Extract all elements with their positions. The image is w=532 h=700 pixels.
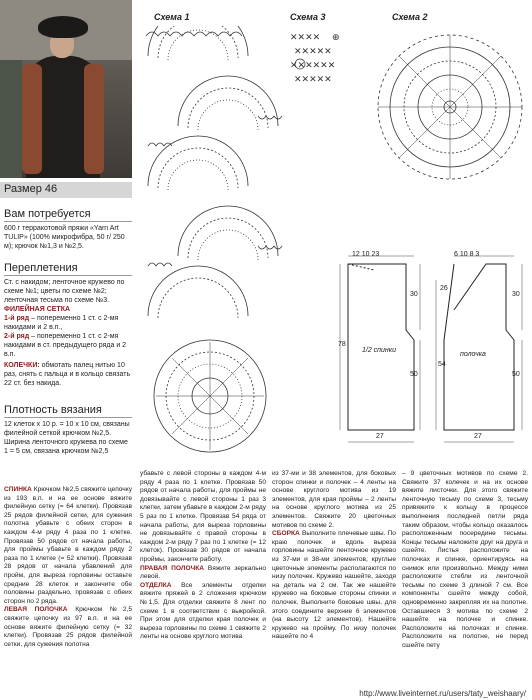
- back-dim-50: 50: [410, 371, 418, 378]
- kolechki-text: обмотать палец нитью 10 раз, снять с пальца и в кольцо связать 22 ст. без накида.: [4, 362, 131, 387]
- left-front-text: Крючком №2,5 свяжите цепочку из 97 в.п. и на ее основе вяжите филейную сетку (= 32 клетки). Провязав 25 рядов филейной сетки, для сужения полотна: [4, 606, 132, 648]
- weaves-heading: Переплетения: [4, 262, 78, 274]
- finish-text: Все элементы отделки вяжите пряжей в 2 сложения крючком №1,5. Для отделки свяжите 8 лент по схеме 1 в соответствии с выкройкой. При этом для отделки края полочек и выреза горловины по схеме 1 свяжите 2 ленты на основе круглого мотива: [140, 581, 266, 641]
- fan-motif-3: [148, 136, 248, 190]
- assembly-title: СБОРКА: [272, 530, 300, 538]
- filet-title: ФИЛЕЙНАЯ СЕТКА: [4, 306, 71, 313]
- svg-text:✕✕✕✕✕: ✕✕✕✕✕: [294, 75, 332, 85]
- col1-text: [4, 486, 132, 700]
- col4-text: [402, 470, 528, 688]
- back-title: СПИНКА: [4, 486, 32, 493]
- col2-text-1: убавьте с левой стороны в каждом 4-м ряду 4 раза по 1 клетке. Провязав 50 рядов от начала работы, для проймы не довязывайте с левой стороны 1 раз 3 клетки, затем убавьте в каждом 2-м ряду 5 раз по 1 клетке. Провязав 54 ряда от начала работы, для выреза горловины не довязывайте с правой стороны в каждом 2-м ряду 7 раз по 1 клетке (= 12 клеток). Провязав 30 рядов от начала проймы, закончите работу.: [140, 470, 266, 563]
- density-text-2: Ширина ленточного кружева по схеме 1 = 5 см, связана крючком №2,5: [4, 439, 128, 455]
- row1-text: – попеременно 1 ст. с 2-мя накидами и 2 в.п.,: [4, 315, 119, 331]
- left-front-title: ЛЕВАЯ ПОЛОЧКА: [4, 606, 68, 614]
- col2-text: [140, 470, 266, 694]
- front-label: полочка: [460, 351, 486, 358]
- front-dim-54: 54: [438, 361, 446, 368]
- density-text-1: 12 клеток х 10 р. = 10 х 10 см, связаны филейной сеткой крючком №2,5.: [4, 421, 130, 437]
- front-dim-26: 26: [440, 285, 448, 292]
- back-dim-30: 30: [410, 291, 418, 298]
- back-label: 1/2 спинки: [362, 347, 396, 354]
- materials-text: 600 г терракотовой пряжи «Yarn Art TULIP» (100% микрофибра, 50 г/ 250 м); крючок №1,3 и №2,5.: [4, 225, 125, 250]
- fan-motif-1: [148, 26, 248, 60]
- right-front-text: Вяжите зеркально левой.: [140, 564, 266, 581]
- size-label: Размер 46: [4, 183, 58, 195]
- front-dim-50: 50: [512, 371, 520, 378]
- back-dim-78: 78: [338, 341, 346, 348]
- back-text: Крючком №2,5 свяжите цепочку из 193 в.п. и на ее основе вяжите филейную сетку (= 64 клетки). Провязав 25 рядов филейной сетки, для сужения полотна убавьте с обеих сторон в каждом 4-м ряду 4 раза по 1 клетке. Провязав 50 рядов от начала работы, для проймы убавьте в каждом ряду 2 раза по 1 клетке (= 52 клетки). Провязав 28 рядов от начала убавлений для пройм, для выреза горловины оставьте средние 28 клеток и закончите обе половины раздельно, провязав с обеих сторон по 2 ряда.: [4, 486, 132, 605]
- col3-text-1: из 37-ми и 38 элементов, для боковых сторон спинки и полочек – 4 ленты на основе круглого мотива из 19 элементов, для края проймы – 2 ленты на основе круглого мотива из 25 элементов. Свяжите 20 цветочных мотивов по схеме 2.: [272, 470, 396, 529]
- front-bottom-dim: 27: [474, 433, 482, 440]
- scheme-2-diagram: [372, 24, 528, 190]
- fan-motif-2: [178, 76, 278, 130]
- back-bottom-dim: 27: [376, 433, 384, 440]
- row2-text: – попеременно 1 ст. с 2-мя накидами в ст. предыдущего ряда и 2 в.п.: [4, 333, 127, 358]
- watermark-url: http://www.liveinternet.ru/users/taty_weishaary/: [359, 689, 526, 698]
- density-heading: Плотность вязания: [4, 404, 102, 416]
- row1-label: 1-й ряд: [4, 315, 30, 322]
- svg-text:⊕: ⊕: [332, 33, 340, 43]
- density-section: [4, 404, 132, 456]
- scheme-3-title: Схема 3: [290, 12, 326, 22]
- materials-heading: Вам потребуется: [4, 208, 91, 220]
- svg-text:✕✕✕✕✕✕: ✕✕✕✕✕✕: [290, 61, 336, 71]
- row2-label: 2-й ряд: [4, 333, 30, 340]
- assembly-text: Выполните плечевые швы. По краю полочек и вдоль выреза горловины нашейте ленточное кружево из 37-ми и 38-ми элементов, круглые цветочные элементы располагаются по низу полочек. Кружево нашейте, заходя на деталь на 2 см. Так же нашейте кружево на боковые стороны спинки и полочек. Выполните боковые швы, для этого соедините верхние 6 элементов (на высоту 12 элементов). Нашейте кружево на пройму. По низу полочек нашейте по 4: [272, 530, 396, 641]
- size-bar: [0, 182, 132, 198]
- scheme-1-title: Схема 1: [154, 12, 190, 22]
- right-front-title: ПРАВАЯ ПОЛОЧКА: [140, 564, 205, 572]
- fan-motif-5: [148, 266, 248, 318]
- col3-text: [272, 470, 396, 688]
- scheme-1-diagram: [138, 26, 298, 466]
- finish-title: ОТДЕЛКА: [140, 581, 172, 589]
- weaves-text: Ст. с накидом; ленточное кружево по схеме №1; цветы по схеме №2; ленточная тесьма по схеме №3.: [4, 279, 125, 304]
- weaves-section: [4, 262, 132, 388]
- kolechki-label: КОЛЕЧКИ:: [4, 362, 40, 369]
- front-dim-30: 30: [512, 291, 520, 298]
- scheme-2-title: Схема 2: [392, 12, 428, 22]
- svg-text:✕✕✕✕✕: ✕✕✕✕✕: [294, 47, 332, 57]
- fan-motif-4: [178, 206, 278, 260]
- materials-section: [4, 208, 132, 251]
- col4-text-1: – 9 цветочных мотивов по схеме 2. Свяжите 37 колечек и на их основе вяжите листочки. Для этого свяжите ленточную тесьму по схеме 3, тесьму привяжите к кольцу в процессе выполнения последней петли ряда таким образом, чтобы кольцо оказалось расположенным посередине тесьмы. Концы тесьмы наложите друг на друга и сшейте. Листья расположите на полочках и спинке, ориентируясь на снимок или произвольно. Между ними расположите стебли из ленточной тесьмы по схеме 3 длиной 7 см. Все компоненты сшейте между собой, одновременно закрепляя их на полотне. Оставшиеся 3 мотива по схеме 2 нашейте на полочке и спинке. Расположите на полочках и спинке. Расположите на полотне, не перед сшейте пету: [402, 470, 528, 649]
- model-photo: [0, 0, 132, 178]
- back-top-dim: 12 10 23: [352, 251, 380, 258]
- scheme-3-diagram: [288, 28, 368, 92]
- svg-text:✕✕✕✕: ✕✕✕✕: [290, 33, 321, 43]
- front-top-dim: 6 10 8 3: [454, 251, 480, 258]
